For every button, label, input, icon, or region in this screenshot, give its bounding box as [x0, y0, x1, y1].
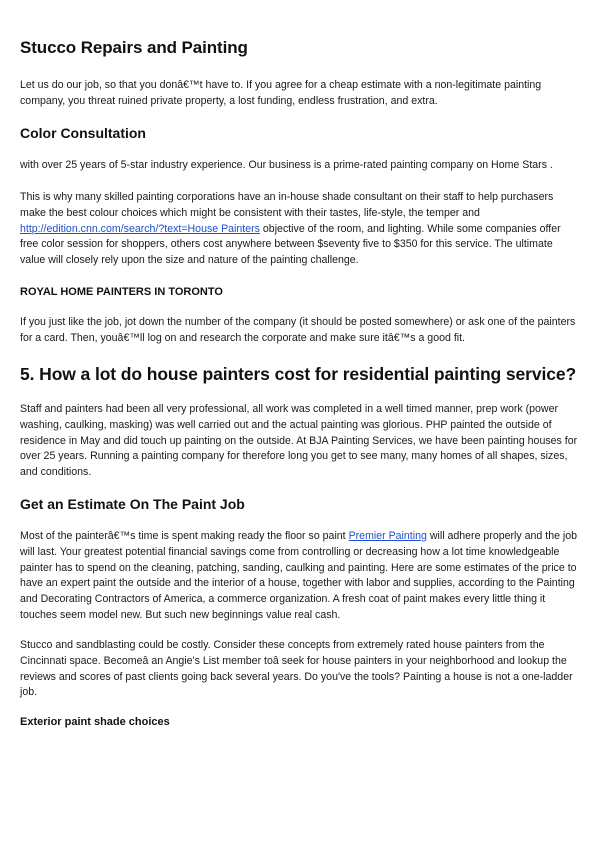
estimate-heading: Get an Estimate On The Paint Job: [20, 496, 245, 512]
page-title: Stucco Repairs and Painting: [20, 38, 248, 57]
royal-painters-heading: ROYAL HOME PAINTERS IN TORONTO: [20, 286, 223, 298]
paragraph-text: This is why many skilled painting corporations have an in-house shade consultant on their staff to help purchasers make the best colour choices which might be consistent with their tastes, life-style, the temper and: [20, 191, 554, 219]
intro-paragraph: Let us do our job, so that you donâ€™t have to. If you agree for a cheap estimate with a non-legitimate painting company, you threat ruined private property, a lost funding, endless frustration, and extra.: [20, 79, 542, 107]
house-painters-link[interactable]: http://edition.cnn.com/search/?text=House Painters: [20, 222, 260, 235]
paragraph-text: Most of the painterâ€™s time is spent making ready the floor so paint: [20, 530, 349, 542]
estimate-paragraph-1: [20, 529, 580, 624]
color-consultation-heading: Color Consultation: [20, 125, 146, 141]
color-consultation-paragraph-1: with over 25 years of 5-star industry experience. Our business is a prime-rated painting company on Home Stars .: [20, 159, 553, 171]
exterior-heading: Exterior paint shade choices: [20, 716, 170, 728]
paragraph-text: objective of the room, and lighting. While some companies offer free color session for shoppers, others cost anywhere between $seventy five to $350 for this service. The ultimate value will closely rely upon the size and nature of the painting challenge.: [20, 222, 561, 267]
color-consultation-paragraph-2: [20, 190, 580, 269]
royal-painters-paragraph: If you just like the job, jot down the number of the company (it should be posted somewhere) or ask one of the painters for a card. Then, youâ€™ll log on and research the corporate and make sure itâ€™s a good fit.: [20, 316, 576, 344]
cost-heading: 5. How a lot do house painters cost for residential painting service?: [20, 364, 577, 384]
estimate-paragraph-2: Stucco and sandblasting could be costly. Consider these concepts from extremely rated house painters from the Cincinnati space. Becomeâ an Angie's List member toâ seek for house painters in your neighborhood and lookup the reviews and scores of past clients going back several years. Do you've the tools? Painting a house is not a one-ladder job.: [20, 639, 573, 699]
premier-painting-link[interactable]: Premier Painting: [348, 530, 427, 542]
cost-paragraph: Staff and painters had been all very professional, all work was completed in a well timed manner, prep work (power washing, caulking, masking) was well carried out and the actual painting was glorious. PHP painted the outside of residence in May and did touch up painting on the outside. At BJA Painting Services, we have been painting houses for over 25 years. Running a painting company for therefore long you get to see many, many homes of all shapes, sizes, and conditions.: [20, 403, 578, 479]
paragraph-text: will adhere properly and the job will last. Your greatest potential financial savings come from controlling or decreasing how a lot time knowledgeable painter has to spend on the cleaning, patching, sanding, caulking and painting. Here are some estimates of the price to have an expert paint the outside and the interior of a house, together with labor and supplies, according to the Painting and Decorating Contractors of America, a commerce organization. A fresh coat of paint makes every little thing it touches seem model new. But such new beginnings value real cash.: [20, 530, 578, 621]
